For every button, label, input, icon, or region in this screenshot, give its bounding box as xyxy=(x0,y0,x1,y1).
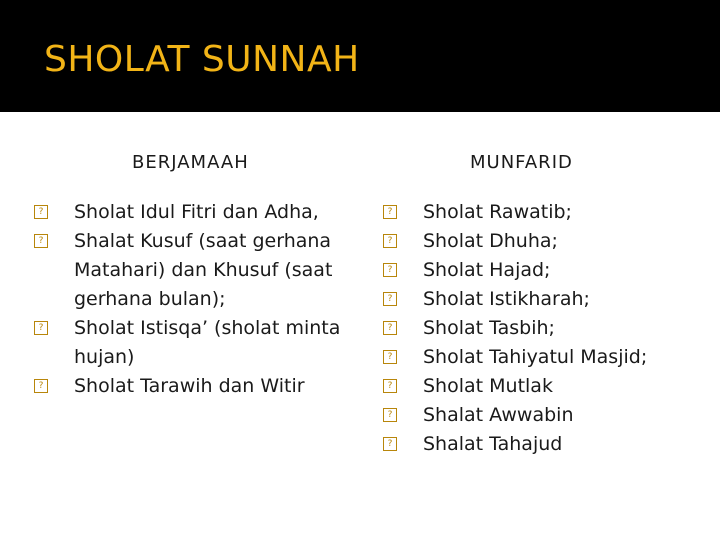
bullet-box-icon: ? xyxy=(34,234,48,248)
column-heading-berjamaah: BERJAMAAH xyxy=(132,152,249,173)
list-item-text: Sholat Hajad; xyxy=(423,259,551,281)
list-item xyxy=(383,401,703,430)
list-item xyxy=(34,314,364,372)
column-heading-munfarid: MUNFARID xyxy=(470,152,573,173)
list-item-text: Sholat Tahiyatul Masjid; xyxy=(423,346,648,368)
bullet-box-icon: ? xyxy=(383,350,397,364)
list-item-text: Sholat Mutlak xyxy=(423,375,553,397)
list-item-text: Shalat Tahajud xyxy=(423,433,563,455)
bullet-box-icon: ? xyxy=(383,379,397,393)
list-item xyxy=(34,372,364,401)
list-item xyxy=(383,227,703,256)
list-item-text: Sholat Dhuha; xyxy=(423,230,558,252)
bullet-box-icon: ? xyxy=(383,205,397,219)
list-item-text: gerhana bulan); xyxy=(74,288,226,310)
list-item xyxy=(383,372,703,401)
munfarid-list xyxy=(383,198,703,459)
berjamaah-list xyxy=(34,198,364,401)
bullet-box-icon: ? xyxy=(383,292,397,306)
list-item-text: Matahari) dan Khusuf (saat xyxy=(74,259,333,281)
list-item xyxy=(34,198,364,227)
bullet-box-icon: ? xyxy=(34,379,48,393)
bullet-box-icon: ? xyxy=(383,263,397,277)
list-item-text: Sholat Rawatib; xyxy=(423,201,572,223)
bullet-box-icon: ? xyxy=(34,205,48,219)
list-item-text: Sholat Tasbih; xyxy=(423,317,555,339)
list-item-text: Sholat Idul Fitri dan Adha, xyxy=(74,201,319,223)
list-item-text: hujan) xyxy=(74,346,135,368)
list-item-text: Shalat Kusuf (saat gerhana xyxy=(74,230,332,252)
bullet-box-icon: ? xyxy=(34,321,48,335)
slide-title: SHOLAT SUNNAH xyxy=(44,39,360,80)
list-item xyxy=(383,343,703,372)
list-item xyxy=(383,198,703,227)
list-item-text: Sholat Istisqa’ (sholat minta xyxy=(74,317,341,339)
list-item xyxy=(383,430,703,459)
list-item xyxy=(383,285,703,314)
bullet-box-icon: ? xyxy=(383,321,397,335)
bullet-box-icon: ? xyxy=(383,408,397,422)
list-item xyxy=(383,256,703,285)
list-item xyxy=(383,314,703,343)
list-item xyxy=(34,227,364,314)
list-item-text: Sholat Tarawih dan Witir xyxy=(74,375,305,397)
list-item-text: Shalat Awwabin xyxy=(423,404,574,426)
bullet-box-icon: ? xyxy=(383,234,397,248)
list-item-text: Sholat Istikharah; xyxy=(423,288,590,310)
bullet-box-icon: ? xyxy=(383,437,397,451)
